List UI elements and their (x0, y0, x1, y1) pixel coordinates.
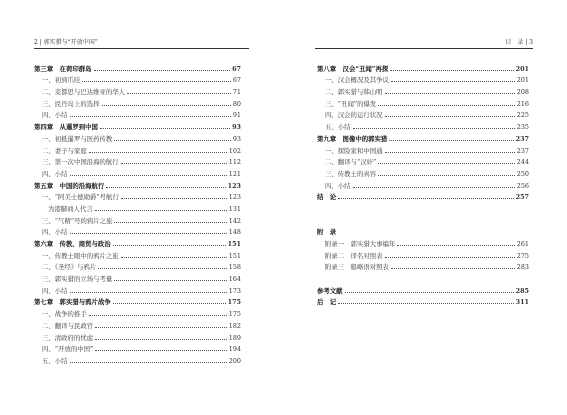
dot-leader (385, 257, 515, 258)
entry-title: 二、《圣经》与鸦片 (42, 263, 97, 272)
dot-leader (114, 280, 227, 281)
toc-chapter-entry[interactable] (34, 236, 241, 248)
page-number: 311 (515, 298, 529, 307)
entry-title: 一、汉会概况及其争议 (325, 76, 389, 85)
dot-leader (70, 233, 227, 234)
page-number: 142 (228, 216, 241, 225)
page-number: 91 (232, 111, 241, 120)
entry-title: 第六章 传教、商贸与政治 (34, 240, 111, 248)
dot-leader (338, 303, 513, 304)
page-number: 151 (227, 240, 241, 248)
entry-title: 一、战争的推手 (42, 310, 87, 319)
dot-leader (345, 292, 514, 293)
toc-section-entry[interactable] (317, 155, 529, 167)
dot-leader (114, 222, 226, 223)
page-number: 201 (516, 76, 529, 85)
entry-title: 四、汉会的运行状况 (325, 111, 383, 120)
entry-title: 第九章 图像中的郭实猎 (317, 134, 388, 143)
toc-section-entry[interactable] (317, 260, 529, 272)
toc-section-entry[interactable] (34, 283, 241, 295)
entry-title: 一、传教士眼中的鸦片之旅 (42, 251, 119, 260)
toc-section-entry[interactable] (34, 318, 241, 330)
dot-leader (353, 128, 515, 129)
spacer (317, 271, 529, 283)
entry-title: 四、“开放的中国” (42, 345, 94, 354)
entry-title: 二、妻子与家庭 (42, 146, 87, 155)
dot-leader (95, 210, 227, 211)
dot-leader (121, 163, 227, 164)
toc-section-entry[interactable] (34, 190, 241, 202)
entry-title: 五、小结 (42, 356, 68, 365)
toc-section-entry[interactable] (34, 131, 241, 143)
entry-title: 第四章 从暹罗到中国 (34, 123, 98, 132)
toc-section-entry[interactable] (34, 201, 241, 213)
spacer (317, 213, 529, 225)
entry-title: 二、麦都思与巴达维亚的华人 (42, 88, 126, 97)
entry-title: 第八章 汉会“丑闻”再探 (317, 64, 389, 73)
toc-section-entry[interactable] (317, 84, 529, 96)
entry-title: 附录二 译名对照表 (325, 251, 383, 260)
dot-leader (95, 327, 227, 328)
page-number: 71 (232, 88, 241, 97)
dot-leader (391, 268, 515, 269)
dot-leader (70, 292, 227, 293)
dot-leader (378, 105, 515, 106)
toc-chapter-entry[interactable] (317, 283, 529, 295)
entry-title: 四、小结 (42, 169, 68, 178)
page-number: 93 (232, 123, 241, 132)
dot-leader (390, 70, 513, 71)
toc-chapter-entry[interactable] (317, 190, 529, 202)
toc-chapter-entry[interactable] (317, 61, 529, 73)
dot-leader (98, 268, 226, 269)
dot-leader (127, 93, 231, 94)
toc-section-entry[interactable] (34, 73, 241, 85)
page-number: 131 (228, 204, 241, 213)
dot-leader (353, 187, 515, 188)
toc-section-entry[interactable] (317, 73, 529, 85)
dot-leader (94, 70, 231, 71)
toc-chapter-entry[interactable] (317, 295, 529, 307)
dot-leader (70, 116, 231, 117)
dot-leader (389, 140, 513, 141)
dot-leader (378, 175, 515, 176)
toc-section-entry[interactable] (317, 236, 529, 248)
page-number: 216 (516, 99, 529, 108)
toc-section-entry[interactable] (34, 353, 241, 365)
entry-title: 附 录 (317, 228, 337, 237)
page-number: 201 (515, 64, 529, 73)
page-number: 189 (228, 333, 241, 342)
entry-title: 四、小结 (42, 228, 68, 237)
dot-leader (391, 81, 515, 82)
dot-leader (82, 81, 231, 82)
entry-title: 三、清政府的忧虑 (42, 333, 94, 342)
toc-section-entry[interactable] (34, 84, 241, 96)
entry-title: 为港脚商人代言 (48, 204, 93, 213)
entry-title: 附录一 郭实猎大事编年 (325, 240, 396, 248)
dot-leader (89, 315, 227, 316)
dot-leader (114, 140, 231, 141)
page-number: 235 (516, 123, 529, 132)
header-rule (34, 48, 249, 49)
dot-leader (385, 152, 515, 153)
page-number: 237 (516, 146, 529, 155)
entry-title: 一、初到爪哇 (42, 76, 81, 85)
toc-chapter-entry[interactable] (34, 178, 241, 190)
page-number: 121 (228, 169, 241, 178)
page-number: 256 (516, 181, 529, 190)
toc-section-entry[interactable] (34, 248, 241, 260)
page-number: 208 (516, 88, 529, 97)
toc-section-entry[interactable] (34, 108, 241, 120)
toc-chapter-entry[interactable] (34, 295, 241, 307)
toc-section-entry[interactable] (34, 330, 241, 342)
entry-title: 一、探险家和中国通 (325, 146, 383, 155)
entry-title: 第五章 中国的沿海航行 (34, 181, 105, 190)
entry-title: 结 论 (317, 193, 337, 202)
toc-section-entry[interactable] (317, 178, 529, 190)
entry-title: 三、第一次中国沿海的航行 (42, 158, 119, 167)
entry-title: 参考文献 (317, 286, 343, 295)
toc-section-entry[interactable] (34, 155, 241, 167)
entry-title: 附录三 船略语对照表 (325, 263, 389, 272)
entry-title: 二、翻译与民政官 (42, 321, 94, 330)
dot-leader (95, 339, 227, 340)
entry-title: 一、初抵暹罗与医药传教 (42, 134, 113, 143)
table-of-contents (317, 61, 529, 306)
toc-section-entry[interactable] (317, 96, 529, 108)
entry-title: 三、民丹岛上的选择 (42, 99, 100, 108)
dot-leader (385, 93, 515, 94)
entry-title: 后 记 (317, 298, 337, 307)
page-number: 173 (228, 286, 241, 295)
entry-title: 二、翻译与“汉奸” (325, 158, 377, 167)
page-number: 158 (228, 263, 241, 272)
toc-section-entry[interactable] (34, 306, 241, 318)
dot-leader (121, 257, 227, 258)
toc-section-entry[interactable] (317, 119, 529, 131)
entry-title: 三、“丑闻”的爆发 (325, 99, 377, 108)
right-page (283, 0, 567, 415)
entry-title: 四、小结 (325, 181, 351, 190)
page-number: 123 (228, 193, 241, 202)
page-number: 257 (515, 193, 529, 202)
page-number: 237 (515, 134, 529, 143)
page-number: 80 (232, 99, 241, 108)
page-number: 164 (228, 275, 241, 284)
page-number: 67 (232, 76, 241, 85)
dot-leader (89, 152, 227, 153)
toc-section-entry[interactable] (34, 342, 241, 354)
page-number: 182 (228, 321, 241, 330)
toc-chapter-entry[interactable] (34, 61, 241, 73)
page-number: 275 (516, 251, 529, 260)
page-number: 283 (516, 263, 529, 272)
dot-leader (397, 245, 515, 246)
page-number: 102 (228, 146, 241, 155)
entry-title: 二、郭实猎与韩山明 (325, 88, 383, 97)
entry-title: 三、“气精”号的鸦片之旅 (42, 216, 113, 225)
entry-title: 五、小结 (325, 123, 351, 132)
page-number: 250 (516, 169, 529, 178)
entry-title: 第三章 在荷印群岛 (34, 64, 92, 73)
toc-section-entry[interactable] (34, 166, 241, 178)
page-number: 67 (232, 64, 241, 73)
toc-section-entry[interactable] (317, 248, 529, 260)
toc-chapter-entry[interactable] (317, 131, 529, 143)
dot-leader (70, 362, 227, 363)
dot-leader (113, 303, 226, 304)
dot-leader (113, 245, 226, 246)
running-head: 目 录 | 3 (505, 39, 533, 46)
toc-section-entry[interactable] (34, 213, 241, 225)
toc-section-entry[interactable] (34, 271, 241, 283)
dot-leader (385, 116, 515, 117)
toc-section-entry[interactable] (34, 260, 241, 272)
dot-leader (378, 163, 515, 164)
page-number: 285 (515, 286, 529, 295)
toc-section-entry[interactable] (317, 166, 529, 178)
entry-title: 第七章 郭实猎与鸦片战争 (34, 298, 111, 307)
page-number: 261 (516, 240, 529, 248)
page-number: 148 (228, 228, 241, 237)
table-of-contents (34, 61, 241, 365)
toc-section-entry[interactable] (317, 108, 529, 120)
toc-section-entry[interactable] (34, 96, 241, 108)
dot-leader (338, 198, 513, 199)
dot-leader (102, 105, 231, 106)
entry-title: 三、郭实猎的立场与考量 (42, 275, 113, 284)
entry-title: 三、传教士的真容 (325, 169, 377, 178)
toc-chapter-entry[interactable] (34, 119, 241, 131)
header-rule (315, 48, 533, 49)
toc-section-entry[interactable] (317, 143, 529, 155)
entry-title: 一、“阿美士德勋爵”号航行 (42, 193, 119, 202)
entry-title: 四、小结 (42, 286, 68, 295)
dot-leader (70, 175, 227, 176)
running-head: 2 | 郭实猎与“开放中国” (34, 39, 98, 46)
page-number: 175 (227, 298, 241, 307)
left-page (0, 0, 283, 415)
page-number: 200 (228, 356, 241, 365)
page-number: 123 (227, 181, 241, 190)
spacer (317, 201, 529, 213)
toc-section-entry[interactable] (34, 225, 241, 237)
page-number: 151 (228, 251, 241, 260)
page-number: 225 (516, 111, 529, 120)
page-number: 244 (516, 158, 529, 167)
page-number: 112 (228, 158, 241, 167)
page-number: 93 (232, 134, 241, 143)
page-number: 194 (228, 345, 241, 354)
dot-leader (106, 187, 225, 188)
dot-leader (100, 128, 230, 129)
dot-leader (95, 350, 227, 351)
toc-chapter-entry[interactable] (317, 225, 529, 237)
dot-leader (121, 198, 227, 199)
page-number: 175 (228, 310, 241, 319)
entry-title: 四、小结 (42, 111, 68, 120)
toc-section-entry[interactable] (34, 143, 241, 155)
